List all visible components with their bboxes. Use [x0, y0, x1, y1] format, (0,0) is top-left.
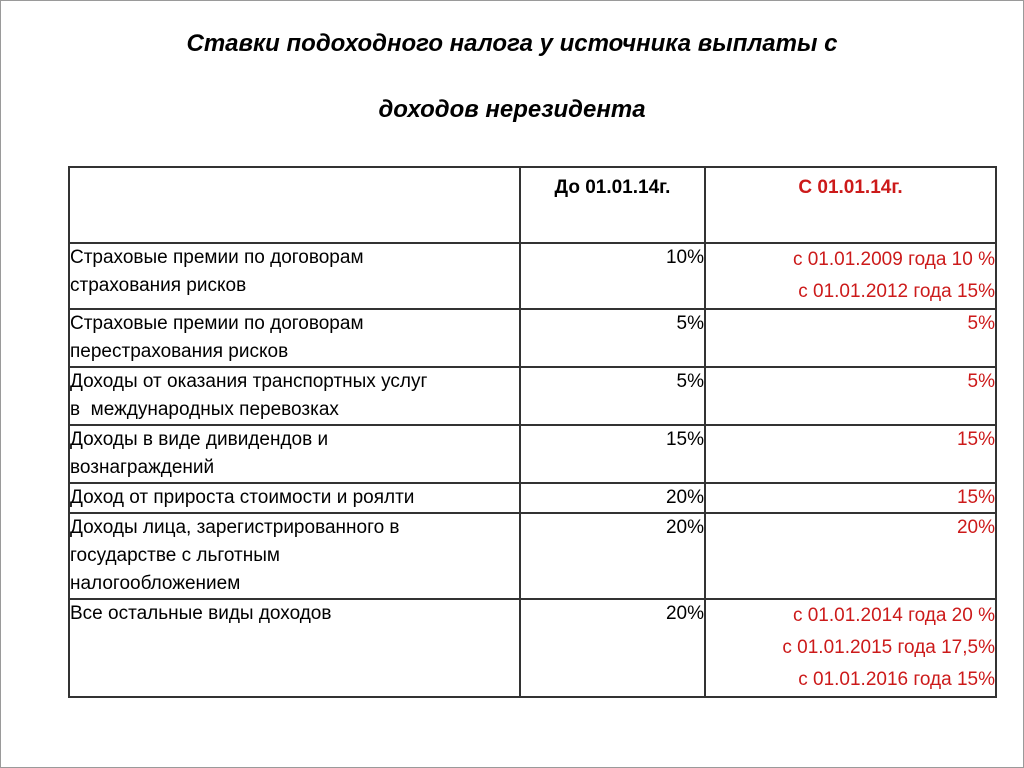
cell-text: государстве с льготным	[70, 545, 280, 566]
rate-after-cell: 15%	[705, 425, 996, 483]
table-row	[69, 425, 996, 483]
rate-before-cell: 15%	[520, 425, 705, 483]
cell-text: перестрахования рисков	[70, 341, 289, 362]
rate-before-cell: 5%	[520, 309, 705, 367]
cell-text: в международных перевозках	[70, 399, 339, 420]
table-row	[69, 483, 996, 513]
cell-text: Все остальные виды доходов	[70, 603, 332, 624]
rate-after-cell: 15%	[705, 483, 996, 513]
cell-text: Страховые премии по договорам	[70, 313, 364, 334]
rate-after-cell	[705, 243, 996, 309]
table-row	[69, 243, 996, 309]
cell-text: с 01.01.2015 года 17,5%	[782, 637, 995, 658]
table-header-row	[69, 167, 996, 243]
title-line-1: Ставки подоходного налога у источника выплаты с	[186, 30, 838, 57]
cell-text: Доходы лица, зарегистрированного в	[70, 517, 400, 538]
rate-after-cell: 20%	[705, 513, 996, 599]
cell-text: Доход от прироста стоимости и роялти	[70, 487, 415, 508]
rate-after-cell: 5%	[705, 367, 996, 425]
cell-text: с 01.01.2012 года 15%	[798, 281, 995, 302]
cell-text: налогообложением	[70, 573, 241, 594]
table-row	[69, 309, 996, 367]
cell-text: с 01.01.2009 года 10 %	[792, 249, 995, 270]
table-row	[69, 599, 996, 697]
rate-after-cell	[705, 599, 996, 697]
cell-text: страхования рисков	[70, 275, 247, 296]
tax-rates-table	[68, 166, 997, 698]
rate-before-cell: 20%	[520, 483, 705, 513]
income-type-cell	[69, 243, 520, 309]
income-type-cell	[69, 513, 520, 599]
cell-text: Страховые премии по договорам	[70, 247, 364, 268]
rate-before-cell: 20%	[520, 513, 705, 599]
cell-text: Доходы в виде дивидендов и	[70, 429, 329, 450]
rate-before-cell: 5%	[520, 367, 705, 425]
header-before-2014: До 01.01.14г.	[520, 167, 705, 243]
table-row	[69, 367, 996, 425]
rate-before-cell: 20%	[520, 599, 705, 697]
cell-text: с 01.01.2016 года 15%	[798, 669, 995, 690]
income-type-cell	[69, 483, 520, 513]
header-from-2014: С 01.01.14г.	[705, 167, 996, 243]
rate-after-cell: 5%	[705, 309, 996, 367]
cell-text: с 01.01.2014 года 20 %	[792, 605, 995, 626]
header-income-type	[69, 167, 520, 243]
cell-text: вознаграждений	[70, 457, 215, 478]
table-row	[69, 513, 996, 599]
cell-text: Доходы от оказания транспортных услуг	[70, 371, 428, 392]
income-type-cell	[69, 599, 520, 697]
rate-before-cell: 10%	[520, 243, 705, 309]
title-line-2: доходов нерезидента	[378, 96, 646, 123]
income-type-cell	[69, 367, 520, 425]
income-type-cell	[69, 309, 520, 367]
income-type-cell	[69, 425, 520, 483]
